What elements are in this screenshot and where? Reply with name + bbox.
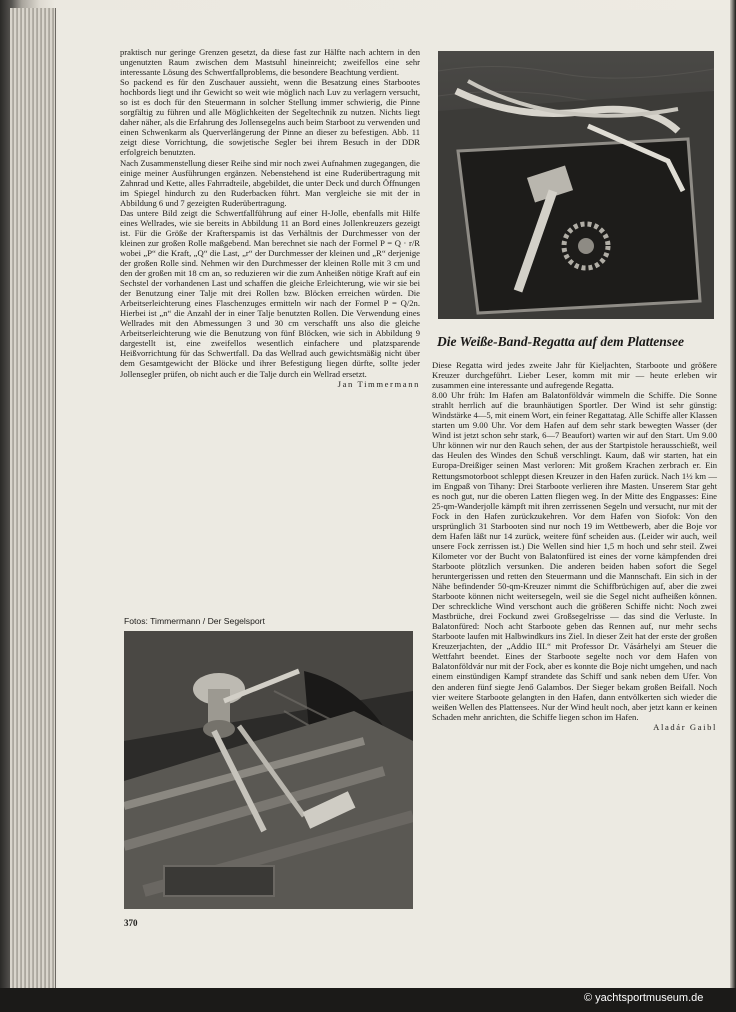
right-paragraph-1: Diese Regatta wird jedes zweite Jahr für Kieljachten, Starboote und größere Kreuzer durchgeführt. Lieber Leser, komm mit mir — heute erleben wir zusammen eine interessante und aufregende Regatta. <box>432 360 717 391</box>
photo-credit: Fotos: Timmermann / Der Segelsport <box>124 616 265 626</box>
left-article-column <box>120 47 420 389</box>
watermark: © yachtsportmuseum.de <box>584 992 704 1004</box>
right-article-column <box>432 360 717 732</box>
left-article-author: Jan Timmermann <box>337 378 420 389</box>
rudder-transmission-illustration <box>438 51 714 319</box>
left-paragraph-3: Nach Zusammenstellung dieser Reihe sind mir noch zwei Aufnahmen zugegangen, die einige meiner Ausführungen ergänzen. Nebenstehend ist eine Ruderübertragung mit Zahnrad und Kette, alles Fahrradteile, abgebildet, die unter Deck und durch Öffnungen im Spiegel hindurch zu den Ruderbacken führt. Man vergleiche sie mit der in Abbildung 6 und 7 gezeigten Ruderübertragung. <box>120 157 420 208</box>
left-paragraph-4: Das untere Bild zeigt die Schwertfallführung auf einer H-Jolle, ebenfalls mit Hilfe eines Wellrades, wie sie bereits in Abbildung 11 an Bord eines Jollenkreuzers gezeigt ist. Für die Größe der Krafterspamis ist das Verhältnis der Durchmesser von der kleinen zur großen Rolle maßgebend. Man berechnet sie nach der Formel P = Q · r/R wobei „P“ die Kraft, „Q“ die Last, „r“ der Durchmesser der kleinen und „R“ derjenige der großen Rolle sind. Nehmen wir den Durchmesser der kleinen Rolle mit 3 cm und den der großen mit 18 cm an, so reduzieren wir die zum Anheißen nötige Kraft auf ein Sechstel der vorhandenen Last und schaffen die gleiche Erleichterung, wie wir sie bei der Benutzung einer Talje mit drei Rollen bzw. Blöcken erreichen würden. Die Arbeitserleichterung eines Flaschenzuges ermitteln wir nach der Formel P = Q/2n. Hierbei ist „n“ die Anzahl der in einer Talje benutzten Rollen. Die Verwendung eines Wellrades mit den Abmessungen 3 und 30 cm verschafft uns also die gleiche Arbeitserleichterung wie die Benutzung von fünf Blöcken, wie sich in Abbildung 9 dargestellt ist, eine zweifellos wesentlich einfachere und platzsparende Heißvorrichtung für das Schwertfall. Da das Wellrad auch gewichtsmäßig nicht über dem Gesamtgewicht der Blöcke und ihrer Befestigung liegen dürfte, sollte jeder Jollensegler prüfen, ob nicht auch er die Talje durch ein Wellrad ersetzt. <box>120 207 420 379</box>
right-article-headline: Die Weiße-Band-Regatta auf dem Plattensee <box>437 334 684 349</box>
right-paragraph-2: 8.00 Uhr früh: Im Hafen am Balatonföldvár wimmeln die Schiffe. Die Sonne strahlt herrlich auf die braunhäutigen Sportler. Der Wind ist sehr günstig: Windstärke 4—5, mit einem Wort, ein feiner Regattatag. Alle Schiffe aller Klassen starten um 9.00 Uhr. Vor dem Hafen auf dem sehr stark bewegten Wasser (der Wind ist jetzt schon sehr stark, 6—7 Beaufort) warten wir auf den Start. Um 9.00 Uhr können wir nur den Rauch sehen, der aus der Startpistole herausschießt, weil das Heulen des Windes den Schuß verschlingt. Kaum, daß wir starten, hat ein Europa-Dreißiger seinen Mast verloren: Mit großem Krachen zerbrach er. Ein Rettungsmotorboot schleppt diesen Kreuzer in den Hafen zurück. Nach 1½ km — im Engpaß von Tihany: Drei Starboote verlieren ihre Masten. Unserem Star geht es noch gut, nur die oberen Latten fliegen weg. In der Mitte des Engpasses: Eine 25-qm-Wanderjolle kämpft mit ihren zerrissenen Segeln und versucht, nur mit der Fock in den Hafen zurückzukehren. Vor dem Hafen von Siofok: Von den ursprünglich 31 Starbooten sind nur noch 19 im Wettbewerb, aber die Boje vor dem Hafen läßt nur 14 zurück, weitere fünf scheiden aus. (Leider wir auch, weil unsere Fock zerrissen ist.) Die Wellen sind hier 1,5 m hoch und sehr steil. Zwei Kilometer vor der Bucht von Balatonfüred ist eines der vorne kämpfenden drei Starboote plötzlich versunken. Die anderen beiden haben sofort die Segel heruntergerissen und retten den Steuermann und die Mannschaft. Ein sich in der Nähe befindender 50-qm-Kreuzer nimmt die Schiffbrüchigen auf, aber die zwei Starboote können nicht weitersegeln, weil sie die Segel nicht aufheißen können. Der schreckliche Wind verschont auch die größeren Schiffe nicht: Noch zwei Mastbrüche, drei Fockund zwei Großsegelrisse — das sind die Verluste. In Balatonfüred: Noch acht Starboote geben das Rennen auf, nur mehr sechs Starboote laufen mit Halbwindkurs ins Ziel. In dieser Zeit hat der erste der großen Kreuzerjachten, der „Addio III.“ mit Professor Dr. Vásárhelyi am Steuer die Wettfahrt beendet. Eines der Starboote segelte noch vor dem Hafen von Balatonföldvár nur mit der Fock, aber es konnte die Boje nicht umgehen, und nach einem einstündigen Kampf strandete das Schiff und sank neben dem Ufer. Von den anderen fünf siegte Jenő Galambos. Der Sieger bekam großen Beifall. Noch vier weitere Starboote gelangten in den Hafen, dann entvölkerten sich wieder die weißen Wellen des Plattensees. Nur der Wind heult noch, aber jetzt kann er keinen Schaden mehr anrichten, die Schiffe liegen schon im Hafen. <box>432 390 717 722</box>
left-paragraph-1: praktisch nur geringe Grenzen gesetzt, da diese fast zur Hälfte nach achtern in den ungenutzten Raum zwischen dem Mastsuhl hineinreicht; zweifellos eine sehr interessante Lösung des Schwertfallproblems, die besondere Beachtung verdient. <box>120 47 420 78</box>
left-paragraph-2: So packend es für den Zuschauer aussieht, wenn die Besatzung eines Starbootes hochbords liegt und ihr Gewicht so weit wie möglich nach Luv zu verlagern versucht, so ist es doch für den Steuermann in solcher Stellung immer schwierig, die Pinne sorgfältig zu führen und alle Möglichkeiten der Segeltechnik zu nutzen. Nichts liegt daher näher, als die Erfahrung des Jollensegelns auch beim Starboot zu verwenden und einen Schwenkarm als Querverlängerung der Pinne an dieser zu befestigen. Abb. 11 zeigt diese Vorrichtung, die sowjetische Segler bei ihrem Besuch in der DDR erfolgreich benutzten. <box>120 77 420 158</box>
page-number: 370 <box>124 918 138 928</box>
rudder-transmission-photo <box>438 51 714 319</box>
centreboard-winch-photo <box>124 631 413 909</box>
page-shadow <box>730 0 736 1012</box>
book-page-edges <box>10 8 56 988</box>
right-article-author: Aladár Gaibl <box>653 721 717 732</box>
centreboard-winch-illustration <box>124 631 413 909</box>
